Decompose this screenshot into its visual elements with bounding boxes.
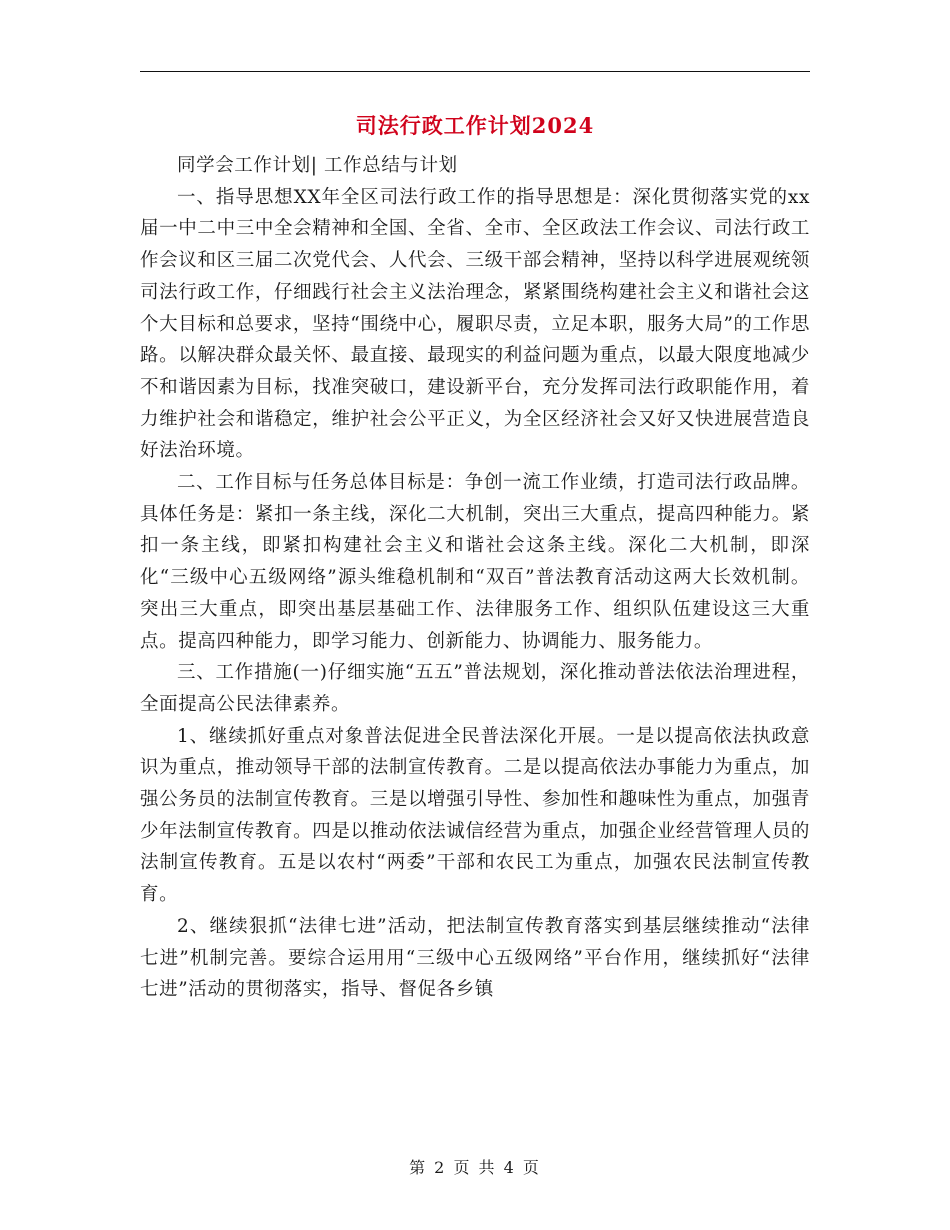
page-number-footer: 第 2 页 共 4 页 xyxy=(409,1158,541,1177)
paragraph: 1、继续抓好重点对象普法促进全民普法深化开展。一是以提高依法执政意识为重点，推动领导干部的法制宣传教育。二是以提高依法办事能力为重点，加强公务员的法制宣传教育。三是以增强引导性、参加性和趣味性为重点，加强青少年法制宣传教育。四是以推动依法诚信经营为重点，加强企业经营管理人员的法制宣传教育。五是以农村“两委”干部和农民工为重点，加强农民法制宣传教育。 xyxy=(140,725,810,906)
document-body xyxy=(140,150,810,1006)
paragraph: 二、工作目标与任务总体目标是：争创一流工作业绩，打造司法行政品牌。具体任务是：紧扣一条主线，深化二大机制，突出三大重点，提高四种能力。紧扣一条主线，即紧扣构建社会主义和谐社会这条主线。深化二大机制，即深化“三级中心五级网络”源头维稳机制和“双百”普法教育活动这两大长效机制。突出三大重点，即突出基层基础工作、法律服务工作、组织队伍建设这三大重点。提高四种能力，即学习能力、创新能力、协调能力、服务能力。 xyxy=(140,472,810,652)
document-title: 司法行政工作计划2024 xyxy=(355,113,595,138)
paragraph: 2、继续狠抓“法律七进”活动，把法制宣传教育落实到基层继续推动“法律七进”机制完善。要综合运用用“三级中心五级网络”平台作用，继续抓好“法律七进”活动的贯彻落实，指导、督促各乡镇 xyxy=(140,915,810,1001)
subtitle-line: 同学会工作计划| 工作总结与计划 xyxy=(177,155,458,176)
header-rule xyxy=(140,71,810,72)
paragraph: 三、工作措施(一)仔细实施“五五”普法规划，深化推动普法依法治理进程，全面提高公民法律素养。 xyxy=(140,662,810,715)
paragraph: 一、指导思想XX年全区司法行政工作的指导思想是：深化贯彻落实党的xx届一中二中三中全会精神和全国、全省、全市、全区政法工作会议、司法行政工作会议和区三届二次党代会、人代会、三级干部会精神，坚持以科学进展观统领司法行政工作，仔细践行社会主义法治理念，紧紧围绕构建社会主义和谐社会这个大目标和总要求，坚持“围绕中心，履职尽责，立足本职，服务大局”的工作思路。以解决群众最关怀、最直接、最现实的利益问题为重点，以最大限度地减少不和谐因素为目标，找准突破口，建设新平台，充分发挥司法行政职能作用，着力维护社会和谐稳定，维护社会公平正义，为全区经济社会又好又快进展营造良好法治环境。 xyxy=(140,186,810,462)
